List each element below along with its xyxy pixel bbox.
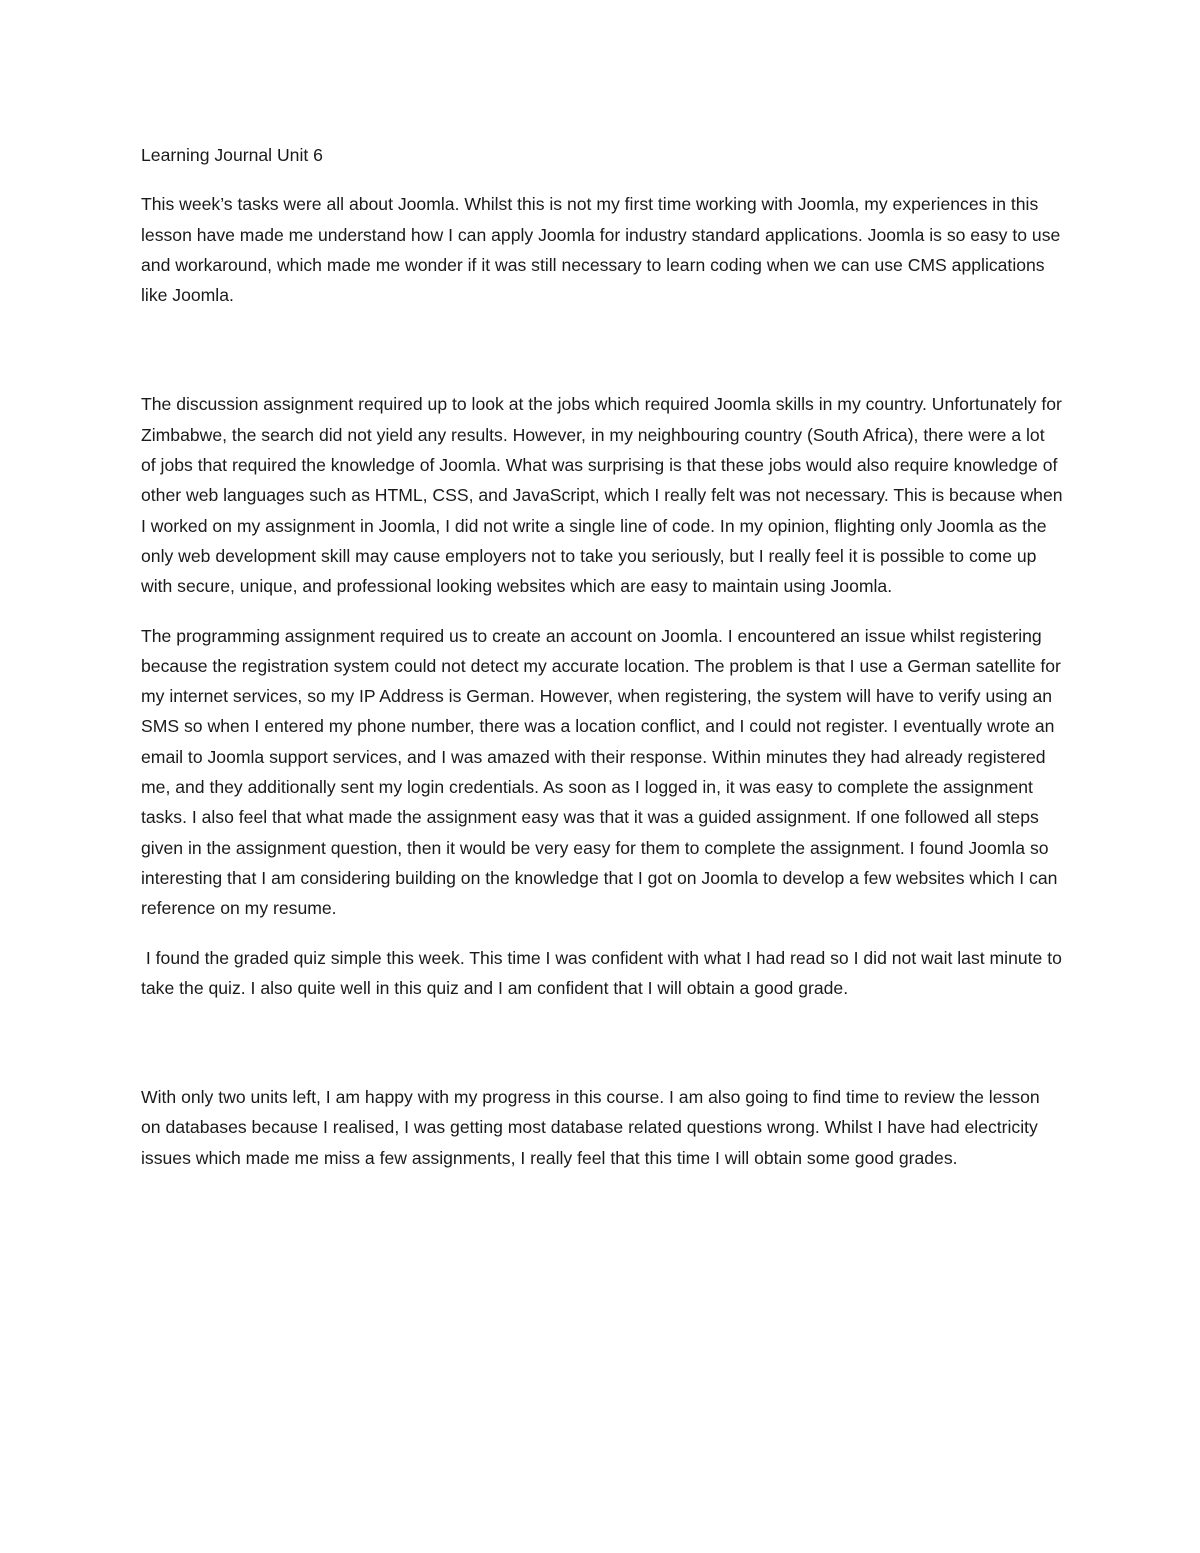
- document-body: [141, 140, 1067, 1192]
- paragraph-quiz: I found the graded quiz simple this week. This time I was confident with what I had read so I did not wait last minute to take the quiz. I also quite well in this quiz and I am confident that I will obtain a good grade.: [141, 947, 1067, 998]
- document-title: Learning Journal Unit 6: [141, 145, 323, 165]
- paragraph-programming: The programming assignment required us to create an account on Joomla. I encountered an issue whilst registering because the registration system could not detect my accurate location. The problem is that I use a German satellite for my internet services, so my IP Address is German. However, when registering, the system will have to verify using an SMS so when I entered my phone number, there was a location conflict, and I could not register. I eventually wrote an email to Joomla support services, and I was amazed with their response. Within minutes they had already registered me, and they additionally sent my login credentials. As soon as I logged in, it was easy to complete the assignment tasks. I also feel that what made the assignment easy was that it was a guided assignment. If one followed all steps given in the assignment question, then it would be very easy for them to complete the assignment. I found Joomla so interesting that I am considering building on the knowledge that I got on Joomla to develop a few websites which I can reference on my resume.: [141, 625, 1061, 919]
- paragraph-discussion: The discussion assignment required up to look at the jobs which required Joomla skills in my country. Unfortunately for Zimbabwe, the search did not yield any results. However, in my neighbouring country (South Africa), there were a lot of jobs that required the knowledge of Joomla. What was surprising is that these jobs would also require knowledge of other web languages such as HTML, CSS, and JavaScript, which I really felt was not necessary. This is because when I worked on my assignment in Joomla, I did not write a single line of code. In my opinion, flighting only Joomla as the only web development skill may cause employers not to take you seriously, but I really feel it is possible to come up with secure, unique, and professional looking websites which are easy to maintain using Joomla.: [141, 394, 1063, 597]
- paragraph-conclusion: With only two units left, I am happy with my progress in this course. I am also going to find time to review the lesson on databases because I realised, I was getting most database related questions wrong. Whilst I have had electricity issues which made me miss a few assignments, I really feel that this time I will obtain some good grades.: [141, 1087, 1040, 1168]
- paragraph-intro: This week’s tasks were all about Joomla. Whilst this is not my first time working with Joomla, my experiences in this lesson have made me understand how I can apply Joomla for industry standard applications. Joomla is so easy to use and workaround, which made me wonder if it was still necessary to learn coding when we can use CMS applications like Joomla.: [141, 194, 1061, 306]
